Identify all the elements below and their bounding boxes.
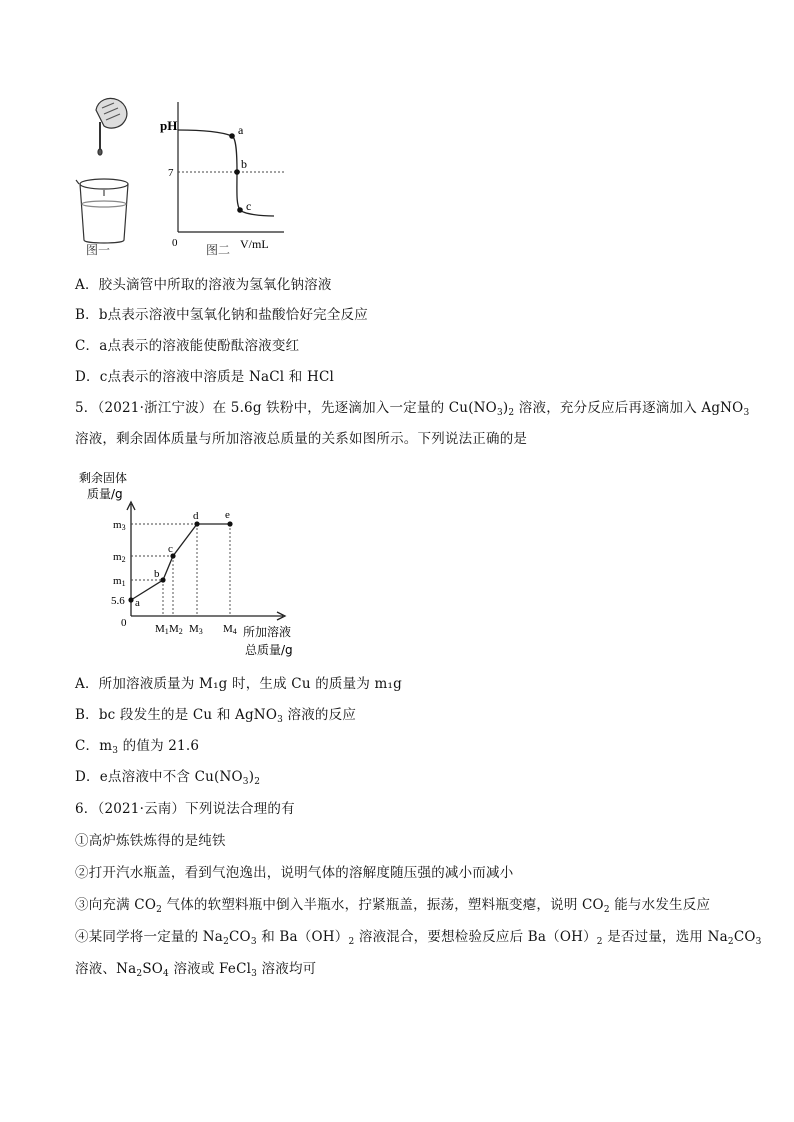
q6-statement-4-line2: 溶液、$Na_2SO_4$ 溶液或 FeCl$_3$ 溶液均可	[75, 961, 317, 979]
point-b-label: b	[241, 157, 247, 171]
q5-y-tick-5-6: 5.6	[111, 595, 125, 607]
q5-stem-line1: 5．（2021·浙江宁波）在 5.6g 铁粉中，先逐滴加入一定量的 $Cu(NO_3)_2$ 溶液，充分反应后再逐滴加入 AgNO$_3$	[75, 400, 750, 418]
q5-y-tick-m2: m2	[113, 551, 126, 564]
q5-guides	[131, 524, 230, 616]
q6-stem: 6．（2021·云南）下列说法合理的有	[75, 801, 295, 817]
q5-point-b	[160, 577, 165, 582]
q5-label-e: e	[225, 509, 230, 521]
point-c	[237, 207, 243, 213]
q5-x-title-2: 总质量/g	[245, 643, 293, 657]
q6-statement-1: ①高炉炼铁炼得的是纯铁	[75, 833, 226, 849]
q5-label-b: b	[154, 568, 160, 580]
q5-y-title-2: 质量/g	[87, 487, 123, 501]
q5-x-title-1: 所加溶液	[243, 625, 292, 639]
q5-option-a: A．所加溶液质量为 M₁g 时，生成 Cu 的质量为 m₁g	[75, 676, 402, 692]
point-a-label: a	[238, 123, 244, 137]
q5-x-tick-m1: M1	[155, 623, 169, 636]
q4-option-d: D．c点表示的溶液中溶质是 NaCl 和 HCl	[75, 369, 334, 385]
q5-mass-line	[131, 524, 230, 600]
q5-option-c: C．$m_3$ 的值为 21.6	[75, 738, 200, 756]
q5-x-tick-m3: M3	[189, 623, 203, 636]
q5-label-a: a	[135, 597, 140, 609]
q5-point-e	[227, 521, 232, 526]
q5-point-a	[128, 597, 133, 602]
q5-origin: 0	[121, 617, 127, 629]
point-a	[229, 133, 235, 139]
ph-seven-label: 7	[168, 167, 174, 179]
ph-origin-label: 0	[172, 237, 178, 249]
dropper-beaker-illustration	[76, 98, 128, 243]
q5-mass-chart	[75, 464, 315, 664]
point-c-label: c	[246, 199, 252, 213]
q4-option-a: A．胶头滴管中所取的溶液为氢氧化钠溶液	[75, 277, 332, 293]
figure1-caption: 图一	[86, 243, 111, 257]
q5-y-tick-m3: m3	[113, 519, 126, 532]
q6-statement-4-line1: ④某同学将一定量的 $Na_2CO_3$ 和 $Ba(OH)_2$ 溶液混合，要想检验反应后 $Ba(OH)_2$ 是否过量，选用 $Na_2CO_3$	[75, 929, 762, 947]
q5-stem-line2: 溶液，剩余固体质量与所加溶液总质量的关系如图所示。下列说法正确的是	[75, 431, 528, 447]
q5-point-d	[194, 521, 199, 526]
ph-x-axis-label: V/mL	[240, 237, 269, 251]
ph-curve-chart	[160, 102, 284, 257]
q5-y-title-1: 剩余固体	[79, 471, 128, 485]
figure2-caption: 图二	[206, 243, 231, 257]
point-b	[234, 169, 240, 175]
q6-statement-3: ③向充满 $CO_2$ 气体的软塑料瓶中倒入半瓶水，拧紧瓶盖，振荡，塑料瓶变瘪，说明 $CO_2$ 能与水发生反应	[75, 897, 711, 915]
q5-option-d: D．e点溶液中不含 $Cu(NO_3)_2$	[75, 769, 261, 787]
q4-option-c: C．a点表示的溶液能使酚酞溶液变红	[75, 338, 300, 354]
q6-statement-2: ②打开汽水瓶盖，看到气泡逸出，说明气体的溶解度随压强的减小而减小	[75, 865, 514, 881]
q5-x-tick-m2: M2	[169, 623, 183, 636]
q5-y-tick-m1: m1	[113, 575, 126, 588]
ph-curve	[178, 130, 274, 216]
figure-titration	[74, 92, 304, 262]
q5-label-c: c	[168, 543, 173, 555]
ph-axis-label: pH	[160, 118, 178, 133]
q5-option-b: B．bc 段发生的是 Cu 和 AgNO$_3$ 溶液的反应	[75, 707, 357, 725]
q5-x-tick-m4: M4	[223, 623, 237, 636]
q4-option-b: B．b点表示溶液中氢氧化钠和盐酸恰好完全反应	[75, 307, 368, 323]
q5-label-d: d	[193, 510, 199, 522]
